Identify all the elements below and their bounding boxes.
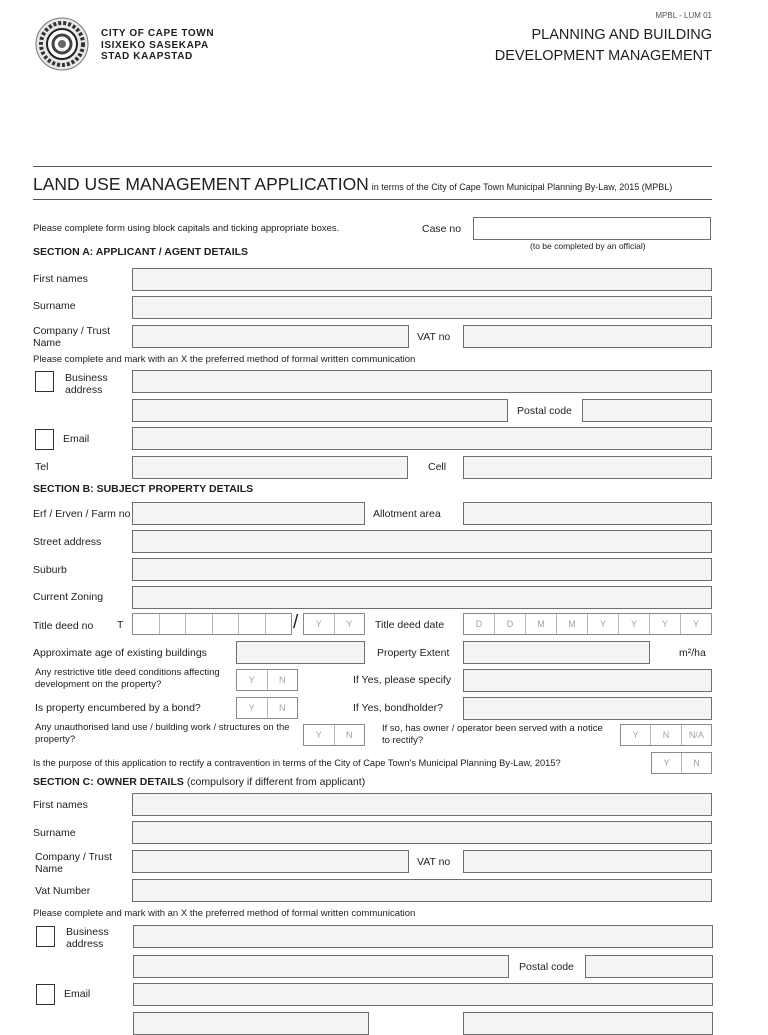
notice-served-cells[interactable] [620,724,712,746]
title-top-rule [33,166,712,167]
current-zoning-field[interactable] [132,586,712,609]
owner-surname-field[interactable] [132,821,712,844]
owner-communication-note: Please complete and mark with an X the preferred method of formal written communication [33,908,416,919]
unauthorised-use-label: Any unauthorised land use / building work / structures on the property? [35,722,290,745]
official-note: (to be completed by an official) [530,241,646,251]
section-b-heading: SECTION B: SUBJECT PROPERTY DETAILS [33,483,254,495]
if-yes-specify-field[interactable] [463,669,712,692]
owner-email-label: Email [64,988,91,1000]
owner-business-address-field-1[interactable] [133,925,713,948]
owner-email-checkbox[interactable] [36,984,55,1005]
suburb-field[interactable] [132,558,712,581]
year-cell: Y [304,614,335,634]
cell [239,614,266,634]
yes-cell: Y [652,753,682,773]
city-emblem-icon [34,16,90,72]
business-address-field-2[interactable] [132,399,508,422]
cell [186,614,213,634]
no-cell: N [279,703,286,713]
contravention-purpose-label: Is the purpose of this application to rectify a contravention in terms of the City of Cape Town's Municipal Planning By-Law, 2015? [33,758,561,768]
extent-unit: m²/ha [679,647,706,659]
current-zoning-label: Current Zoning [33,591,104,603]
surname-label: Surname [33,300,76,312]
communication-note: Please complete and mark with an X the preferred method of formal written communication [33,354,416,365]
tel-label: Tel [35,461,49,473]
yes-cell: Y [237,698,268,718]
cell [266,614,292,634]
no-cell: N [346,730,353,740]
cell-field[interactable] [463,456,712,479]
street-address-label: Street address [33,536,102,548]
owner-vat-no-label: VAT no [417,856,451,868]
cell-label: Cell [428,461,447,473]
city-name [101,28,214,63]
business-address-field-1[interactable] [132,370,712,393]
cell [160,614,187,634]
no-cell: N [693,758,700,768]
tel-field[interactable] [132,456,408,479]
year-cell: Y [346,619,353,629]
title-deed-date-cells[interactable] [463,613,712,635]
notice-served-label: If so, has owner / operator been served with a notice to rectify? [382,723,603,746]
yes-cell: Y [237,670,268,690]
bondholder-label: If Yes, bondholder? [353,702,443,714]
section-c-title: SECTION C: OWNER DETAILS [33,776,184,788]
owner-surname-label: Surname [33,827,76,839]
vat-no-label: VAT no [417,331,451,343]
email-label: Email [63,433,90,445]
date-cell: M [557,614,588,634]
department-line-2: DEVELOPMENT MANAGEMENT [494,48,712,64]
title-deed-slash: / [293,612,299,633]
postal-code-label: Postal code [517,405,572,417]
allotment-label: Allotment area [373,508,441,520]
postal-code-field[interactable] [582,399,712,422]
owner-vat-number-label: Vat Number [35,885,91,897]
restrictive-conditions-label: Any restrictive title deed conditions affecting development on the property? [35,667,220,690]
no-cell: N [279,675,286,685]
city-name-line: CITY OF CAPE TOWN [101,28,215,39]
title-deed-year-cells[interactable] [303,613,365,635]
form-title-sub: in terms of the City of Cape Town Municipal Planning By-Law, 2015 (MPBL) [371,182,673,192]
owner-vat-no-field[interactable] [463,850,712,873]
owner-company-field[interactable] [132,850,409,873]
street-address-field[interactable] [132,530,712,553]
bond-yn-cells[interactable] [236,697,298,719]
owner-postal-code-field[interactable] [585,955,713,978]
bond-label: Is property encumbered by a bond? [35,702,201,714]
erf-field[interactable] [132,502,365,525]
email-checkbox[interactable] [35,429,54,450]
date-cell: D [495,614,526,634]
surname-field[interactable] [132,296,712,319]
erf-label: Erf / Erven / Farm no [33,508,131,520]
date-cell: M [526,614,557,634]
title-deed-t-prefix: T [117,619,124,631]
allotment-field[interactable] [463,502,712,525]
bondholder-field[interactable] [463,697,712,720]
department-line-1: PLANNING AND BUILDING [531,27,712,43]
company-label: Company / Trust Name [33,325,111,349]
company-field[interactable] [132,325,409,348]
owner-business-address-checkbox[interactable] [36,926,55,947]
restrictive-yn-cells[interactable] [236,669,298,691]
no-cell: N [651,725,681,745]
cell [133,614,160,634]
yes-cell: Y [621,725,651,745]
title-deed-number-cells[interactable] [132,613,292,635]
owner-company-label: Company / Trust Name [35,851,113,875]
owner-business-address-field-2[interactable] [133,955,509,978]
date-cell: Y [650,614,681,634]
date-cell: Y [619,614,650,634]
vat-no-field[interactable] [463,325,712,348]
section-c-note: (compulsory if different from applicant) [186,776,366,788]
form-code: MPBL - LUM 01 [655,11,712,20]
suburb-label: Suburb [33,564,67,576]
building-age-label: Approximate age of existing buildings [33,647,207,659]
unauthorised-yn-cells[interactable] [303,724,365,746]
business-address-checkbox[interactable] [35,371,54,392]
if-yes-specify-label: If Yes, please specify [353,674,452,686]
email-field[interactable] [132,427,712,450]
first-names-label: First names [33,273,88,285]
property-extent-field[interactable] [463,641,650,664]
owner-postal-code-label: Postal code [519,961,574,973]
date-cell: Y [588,614,619,634]
case-no-label: Case no [422,223,462,235]
building-age-field[interactable] [236,641,365,664]
city-name-line: ISIXEKO SASEKAPA [101,39,209,51]
title-bottom-rule [33,199,712,200]
first-names-field[interactable] [132,268,712,291]
date-cell: D [464,614,495,634]
owner-business-address-label: Business address [66,926,109,950]
na-cell: N/A [688,730,704,740]
instruction-text: Please complete form using block capitals and ticking appropriate boxes. [33,223,340,234]
property-extent-label: Property Extent [377,647,450,659]
title-deed-no-label: Title deed no [33,620,94,632]
date-cell: Y [692,619,699,629]
owner-first-names-label: First names [33,799,88,811]
business-address-label: Business address [65,372,108,396]
owner-email-field[interactable] [133,983,713,1006]
contravention-yn-cells[interactable] [651,752,712,774]
title-deed-date-label: Title deed date [375,619,445,631]
owner-first-names-field[interactable] [132,793,712,816]
section-a-heading: SECTION A: APPLICANT / AGENT DETAILS [33,246,249,258]
section-c-heading [33,776,365,788]
form-title-main: LAND USE MANAGEMENT APPLICATION [33,174,369,194]
form-title [33,174,672,197]
owner-vat-number-field[interactable] [132,879,712,902]
yes-cell: Y [304,725,335,745]
city-name-line: STAD KAAPSTAD [101,51,193,62]
cell [213,614,240,634]
case-no-field[interactable] [473,217,711,240]
